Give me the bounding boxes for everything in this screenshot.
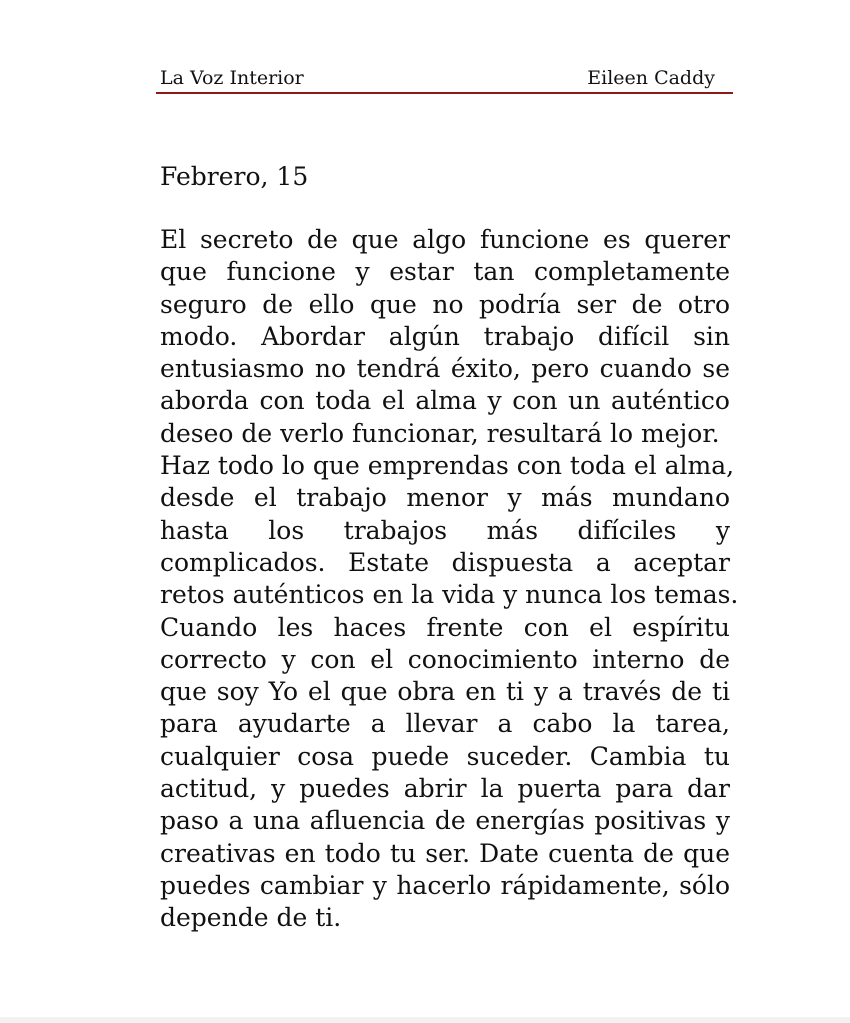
body-line: creativas en todo tu ser. Date cuenta de que [160,838,730,868]
book-title: La Voz Interior [160,67,304,89]
body-line: El secreto de que algo funcione es querer [160,225,730,254]
author-name: Eileen Caddy [587,67,715,89]
body-line: seguro de ello que no podría ser de otro [160,289,730,319]
body-line: puedes cambiar y hacerlo rápidamente, sólo [160,870,730,900]
body-line: depende de ti. [160,903,342,933]
body-line: correcto y con el conocimiento interno de [160,644,730,674]
body-line: aborda con toda el alma y con un auténtico [160,386,730,416]
body-line: que funcione y estar tan completamente [160,257,730,287]
body-line: retos auténticos en la vida y nunca los temas. [160,580,739,610]
body-line: paso a una afluencia de energías positivas y [160,806,730,836]
body-line: Haz todo lo que emprendas con toda el alma, [160,451,735,481]
body-line: entusiasmo no tendrá éxito, pero cuando se [160,354,730,384]
body-line: Cuando les haces frente con el espíritu [160,612,730,642]
entry-body [160,224,739,935]
body-line: actitud, y puedes abrir la puerta para dar [160,774,730,804]
body-line: complicados. Estate dispuesta a aceptar [160,547,730,577]
body-line: cualquier cosa puede suceder. Cambia tu [160,741,730,771]
running-header [156,64,733,94]
body-line: modo. Abordar algún trabajo difícil sin [160,321,730,351]
body-line: deseo de verlo funcionar, resultará lo mejor. [160,418,720,448]
body-line: desde el trabajo menor y más mundano [160,483,730,513]
body-line: hasta los trabajos más difíciles y [160,515,730,545]
page-bottom-edge [0,1017,850,1023]
body-line: para ayudarte a llevar a cabo la tarea, [160,709,730,739]
body-line: que soy Yo el que obra en ti y a través de ti [160,677,730,707]
entry-date: Febrero, 15 [160,162,309,191]
